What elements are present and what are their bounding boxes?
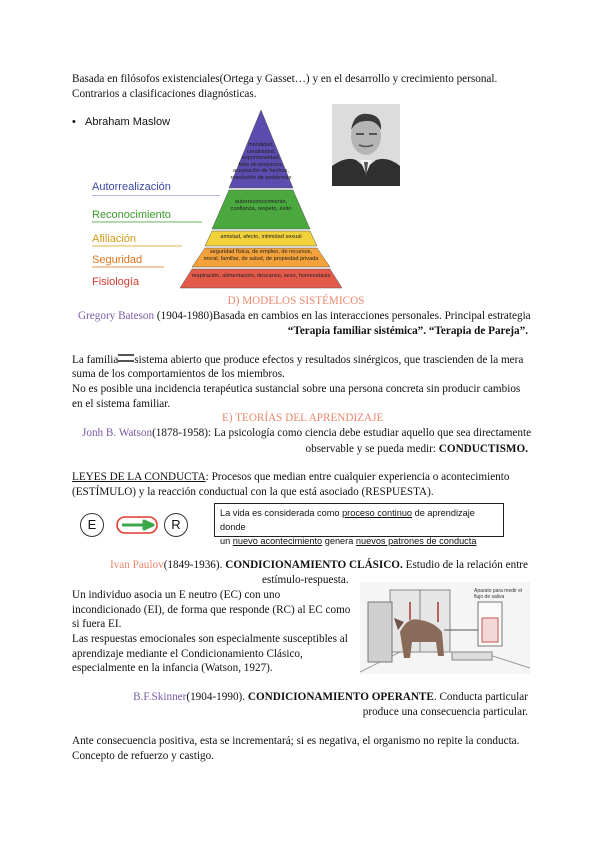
watson-line: Jonh B. Watson(1878-1958): La psicología como ciencia debe estudiar aquello que sea directamente <box>82 427 532 439</box>
level-underlines <box>92 195 222 287</box>
pavlov-body-6: especialmente en la infancia (Watson, 1927). <box>72 662 273 674</box>
bullet-icon: • <box>72 116 76 128</box>
stimulus-circle: E <box>80 513 104 537</box>
tier-text-0: moralidad, creatividad, espontaneidad, falta de prejuicios, aceptación de hechos, resolución de problemas <box>230 142 292 181</box>
skinner-author: B.F.Skinner <box>133 691 187 703</box>
familia-line-2: suma de los comportamientos de los miembros. <box>72 368 285 380</box>
pavlov-line: Ivan Paulov(1849-1936). CONDICIONAMIENTO CLÁSICO. Estudio de la relación entre <box>109 559 528 571</box>
pavlov-body-5: aprendizaje mediante el Condicionamiento Clásico, <box>72 648 303 660</box>
leyes-title: LEYES DE LA CONDUCTA <box>72 471 206 483</box>
pavlov-body-1: Un individuo asocia un E neutro (EC) con uno <box>72 589 281 601</box>
level-label-3: Seguridad <box>92 254 143 266</box>
document-page: Basada en filósofos existenciales(Ortega y Gasset…) y en el desarrollo y crecimiento personal. Contrarios a clasificaciones diagnósticas. • Abraham Maslow moralidad, creatividad, espontaneidad, falta de prejuicios, aceptación de hechos, resolución de problemas autorreconocimiento, confianza, respeto, éxito amistad, afecto, intimidad sexual seguridad física, de empleo, de recursos, moral, familiar, de salud, de propiedad privada respiración, alimentación, descanso, sexo, homeostasis Autorrealización Reconocimiento Afiliación Seguridad Fisiología D) MODELOS SISTÉMICOS Gregory Bateson (1904-1980)Basada en cambios en las interacciones personales. Principal estrategia “Terapia familiar sistémica”. “Terapia de Pareja”. La familia sistema abierto que produce efectos y resultados sinérgicos, que trascienden de la mera suma de los comportamientos de los miembros. No es posible una incidencia terapéutica sustancial sobre una persona concreta sin producir cambios en el sistema familiar. E) TEORÍAS DEL APRENDIZAJE Jonh B. Watson(1878-1958): La psicología como ciencia debe estudiar aquello que sea directamente observable y se pueda medir: CONDUCTISMO. LEYES DE LA CONDUCTA: Procesos que median entre cualquier experiencia o acontecimiento (ESTÍMULO) y la reacción conductual con la que está asociado (RESPUESTA). E R La vida es considerada como proceso continuo de aprendizaje donde un nuevo acontecimiento genera nuevos patrones de conducta Ivan Paulov(1849-1936). CONDICIONAMIENTO CLÁSICO. Estudio de la relación entre estímulo-respuesta. Un individuo asocia un E neutro (EC) con uno incondicionado (EI), de forma que responde (RC) al EC como si fuera EI. Las respuestas emocionales son especialmente susceptibles al aprendizaje mediante el Condicionamiento Clásico, especialmente en la infancia (Watson, 1927). Aparato para medir el flujo de saliva B.F.Skinner(1904-1990). CONDICIONAMIENTO OPERANTE. Conducta particular produce una consecuencia particular. Ante consecuencia positiva, esta se incrementará; si es negativa, el organismo no repite la conducta. Concepto de refuerzo y castigo. <box>72 73 532 762</box>
skinner-line: B.F.Skinner(1904-1990). CONDICIONAMIENTO OPERANTE. Conducta particular <box>133 691 528 703</box>
bateson-author: Gregory Bateson <box>78 310 155 322</box>
pavlov-line-2: estímulo-respuesta. <box>262 574 349 586</box>
familia-line-1: La familia sistema abierto que produce efectos y resultados sinérgicos, que trascienden de la mera <box>72 354 524 366</box>
watson-conductismo: observable y se pueda medir: CONDUCTISMO. <box>305 443 528 455</box>
level-label-2: Afiliación <box>92 233 137 245</box>
incidencia-line-2: en el sistema familiar. <box>72 398 171 410</box>
section-d-heading: D) MODELOS SISTÉMICOS <box>227 295 365 307</box>
aprendizaje-box: La vida es considerada como proceso continuo de aprendizaje donde un nuevo acontecimiento genera nuevos patrones de conducta <box>214 503 504 537</box>
bateson-line: Gregory Bateson (1904-1980)Basada en cambios en las interacciones personales. Principal estrategia <box>78 310 531 322</box>
tier-text-4: respiración, alimentación, descanso, sexo, homeostasis <box>191 273 331 279</box>
level-label-4: Fisiología <box>92 276 140 288</box>
portrait-icon <box>332 104 400 186</box>
level-label-1: Reconocimiento <box>92 209 171 221</box>
closing-line-2: Concepto de refuerzo y castigo. <box>72 750 214 762</box>
pavlov-dog-illustration <box>360 582 530 674</box>
pavlov-author: Ivan Paulov <box>109 559 164 571</box>
leyes-line-2: (ESTÍMULO) y la reacción conductual con la que está asociado (RESPUESTA). <box>72 486 434 498</box>
tier-text-3: seguridad física, de empleo, de recursos, moral, familiar, de salud, de propiedad privada <box>203 249 319 262</box>
intro-line-1: Basada en filósofos existenciales(Ortega y Gasset…) y en el desarrollo y crecimiento personal. <box>72 73 498 85</box>
pavlov-body-2: incondicionado (EI), de forma que responde (RC) al EC como <box>72 604 351 616</box>
watson-author: Jonh B. Watson <box>82 427 153 439</box>
apparatus-label: Aparato para medir el flujo de saliva <box>474 588 523 600</box>
maslow-name: Abraham Maslow <box>85 116 171 128</box>
tier-text-1: autorreconocimiento, confianza, respeto, éxito <box>230 199 292 212</box>
level-label-0: Autorrealización <box>92 181 171 193</box>
response-circle: R <box>164 513 188 537</box>
intro-line-2: Contrarios a clasificaciones diagnósticas. <box>72 88 257 100</box>
equals-icon <box>118 354 134 362</box>
pavlov-body-3: si fuera EI. <box>72 618 122 630</box>
arrow-icon <box>116 515 160 535</box>
closing-line-1: Ante consecuencia positiva, esta se incrementará; si es negativa, el organismo no repite la conducta. <box>72 735 520 747</box>
pavlov-body-4: Las respuestas emocionales son especialmente susceptibles al <box>72 633 348 645</box>
tier-text-2: amistad, afecto, intimidad sexual <box>220 234 302 240</box>
bateson-therapies: “Terapia familiar sistémica”. “Terapia de Pareja”. <box>287 325 528 337</box>
skinner-line-2: produce una consecuencia particular. <box>362 706 528 718</box>
leyes-line-1: LEYES DE LA CONDUCTA: Procesos que median entre cualquier experiencia o acontecimiento <box>72 471 510 483</box>
maslow-portrait <box>332 104 400 186</box>
incidencia-line-1: No es posible una incidencia terapéutica sustancial sobre una persona concreta sin producir cambios <box>72 383 521 395</box>
